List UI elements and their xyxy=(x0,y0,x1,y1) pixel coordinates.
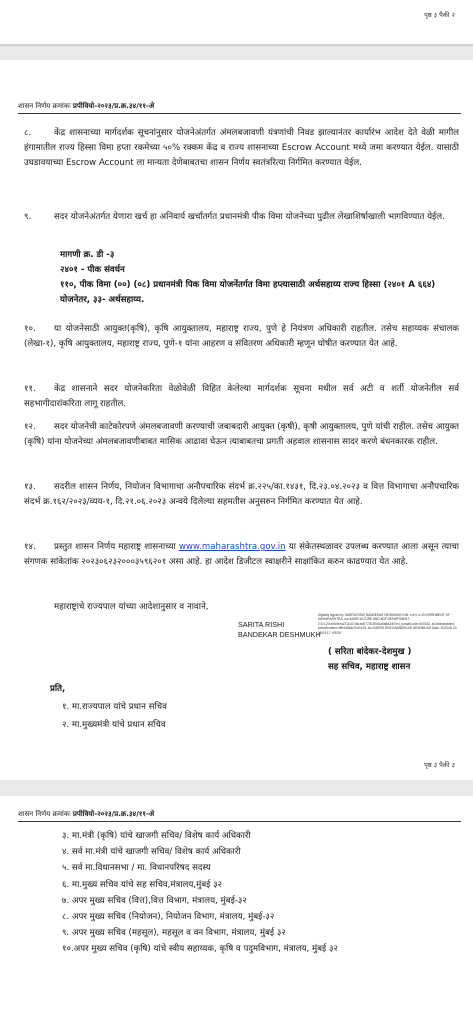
paragraph-text: सदर योजनेची काटेकोरपणे अंमलबजावणी करण्याची जबाबदारी आयुक्त (कृषी), कृषी आयुक्तालय, पुणे यांची राहील. तसेच आयुक्त (कृषि) यांना योजनेच्या अंमलबजावणीबाबत मासिक आढावा घेऊन त्याबाबतचा प्रगती अहवाल शासनास सादर करणे बंधनकारक राहील. xyxy=(24,422,459,447)
copy-item: ९. अपर मुख्य सचिव (महसूल), महसूल व वन विभाग, मंत्रालय, मुंबई ३२ xyxy=(62,928,286,939)
copies-list xyxy=(62,828,338,958)
document-page xyxy=(0,796,473,1024)
copy-item: २. मा.मुख्यमंत्री यांचे प्रधान सचिव xyxy=(62,720,166,730)
header-prefix: शासन निर्णय क्रमांकः xyxy=(18,102,71,110)
paragraph-text: सदर योजनेअंतर्गत येणारा खर्च हा अनिवार्य खर्चांतर्गत प्रधानमंत्री पीक विमा योजनेच्या पुढील लेखाशिर्षाखाली भागविण्यात येईल. xyxy=(54,212,445,222)
demand-head: २४०१ - पीक संवर्धन xyxy=(60,265,125,275)
digital-signature-note: Digitally signed by SARITA RISHI BANDEKAR DESHMUKH DN: c=IN, o=GOVERNMENT OF MAHARASHTRA, ou=AGRICULTURE AND ADF DEPARTMENT, 2.5.4.20=b6c9efa2711c07d4cbd0777b2f0d1a0a8d34b7e4, postalCode=400032, st=Maharashtra, serialNumber=9fb4d9a6c7b31e7d, cn=SARITA RISHI BANDEKAR DESHMUKH Date: 2023.06.23 18:03:17 +05'30' xyxy=(318,613,457,635)
page-number: पृष्ठ ३ पैकी ३ xyxy=(424,761,455,769)
header-code: प्रपीवियो-२०२३/प्र.क्र.३४/११-अे xyxy=(72,102,155,110)
copy-item: १०.अपर मुख्य सचिव (कृषि) यांचे स्वीय सहाय्यक, कृषि व पदुमविभाग, मंत्रालय, मुंबई ३२ xyxy=(62,944,338,955)
copy-item: १. मा.राज्यपाल यांचे प्रधान सचिव xyxy=(62,702,167,712)
page-number: पृष्ठ ३ पैकी २ xyxy=(424,11,455,19)
signer-line-1: SARITA RISHI xyxy=(238,620,285,629)
copy-item: ६. मा.मुख्य सचिव यांचे सह सचिव,मंत्रालय,मुंबई ३२ xyxy=(62,879,223,890)
copy-item: ४. सर्व मा.मंत्री यांचे खाजगी सचिव/ विशेष कार्य अधिकारी xyxy=(62,847,241,858)
paragraph-text: केंद्र शासनाच्या मार्गदर्शक सूचनांनुसार योजनेअंतर्गत अंमलबजावणी यंत्रणांची निवड झाल्यानंतर कार्यारंभ आदेश देते वेळी मागील हंगामातील राज्य हिस्सा विमा हप्ता रकमेच्या ५०% रक्कम केंद्र व राज्य शासनाच्या Escrow Account मध्ये जमा करण्यात येईल. यासाठी उघडावयाच्या Escrow Account ला मान्यता देणेबाबतचा शासन निर्णय स्वतंत्ररित्या निर्गमित करण्यात येईल. xyxy=(24,128,459,168)
paragraph-14 xyxy=(24,540,459,570)
signer-name-latin xyxy=(238,620,321,640)
paragraph-text: या योजनेसाठी आयुक्त(कृषि), कृषि आयुक्तालय, महाराष्ट्र राज्य, पुणे हे नियंत्रण अधिकारी राहतील. तसेच सहाय्यक संचालक (लेखा-१), कृषि आयुक्तालय, महाराष्ट्र राज्य, पुणे-१ यांना आहरण व संवितरण अधिकारी म्हणून घोषीत करण्यात येत आहे. xyxy=(24,324,459,349)
header-code: प्रपीवियो-२०२३/प्र.क्र.३४/११-अे xyxy=(72,810,155,818)
paragraph-number: १४. xyxy=(24,542,36,552)
demand-number: मागणी क्र. डी -३ xyxy=(60,250,115,260)
paragraph-text-cont: या संकेतस्थळावर उपलब्ध करण्यात आला असून त्याचा संगणक सांकेतांक २०२३०६२३२०००३५९६२०१ असा आहे. हा आदेश डिजीटल स्वाक्षरीने साक्षांकित करुन काढण्यात येत आहे. xyxy=(24,542,459,567)
paragraph-12 xyxy=(24,420,459,450)
demand-detail: ११०, पीक विमा (००) (०८) प्रधानमंत्री पिक विमा योजनेंतर्गत विमा हप्त्यासाठी अर्थसहाय्य राज्य हिस्सा (२४०१ A ६६४) योजनेतर, ३३- अर्थसहाय्य. xyxy=(60,280,436,305)
copies-heading: प्रति, xyxy=(50,684,66,694)
website-link[interactable]: www.maharashtra.gov.in xyxy=(178,542,286,552)
paragraph-text: प्रस्तुत शासन निर्णय महाराष्ट्र शासनाच्या xyxy=(54,542,176,552)
demand-block xyxy=(60,248,453,308)
copy-item: ८. अपर मुख्य सचिव (नियोजन), नियोजन विभाग, मंत्रालय, मुंबई-३२ xyxy=(62,912,275,923)
header-prefix: शासन निर्णय क्रमांकः xyxy=(18,810,71,818)
signer-line-2: BANDEKAR DESHMUKH xyxy=(238,630,321,639)
closing-line: महाराष्ट्राचे राज्यपाल यांच्या आदेशानुसार व नावाने, xyxy=(54,602,209,612)
paragraph-text: सदरील शासन निर्णय, नियोजन विभागाचा अनौपचारिक संदर्भ क्र.२२५/का.१४३१, दि.२३.०४.२०२३ व वित्त विभागाचा अनौपचारिक संदर्भ क्र.१६२/२०२३/व्यय-१, दि.२१.०६.२०२३ अन्वये दिलेल्या सहमतीस अनुसरुन निर्गमित करण्यात येत आहे. xyxy=(24,482,459,507)
paragraph-11 xyxy=(24,382,459,412)
copy-item: ३. मा.मंत्री (कृषि) यांचे खाजगी सचिव/ विशेष कार्य अधिकारी xyxy=(62,831,251,841)
paragraph-number: ११. xyxy=(24,384,36,394)
page-header xyxy=(18,810,461,822)
paragraph-number: ८. xyxy=(24,128,32,138)
paragraph-9 xyxy=(24,210,459,225)
copy-item: ५. सर्व मा.विधानसभा / मा. विधानपरिषद सदस्य xyxy=(62,863,211,874)
signer-designation: सह सचिव, महाराष्ट्र शासन xyxy=(328,662,411,672)
paragraph-10 xyxy=(24,322,459,352)
paragraph-text: केंद्र शासनाने सदर योजनेकरिता वेळोवेळी विहित केलेल्या मार्गदर्शक सूचना मधील सर्व अटी व शर्ती योजनेतील सर्व सहभागीदारांकरिता लागू राहतील. xyxy=(24,384,459,409)
paragraph-number: १०. xyxy=(24,324,36,334)
copy-item: ७. अपर मुख्य सचिव (वित्त),वित्त विभाग, मंत्रालय, मुंबई-३२ xyxy=(62,895,247,906)
document-page xyxy=(0,60,473,780)
page-header xyxy=(18,102,461,114)
paragraph-number: १३. xyxy=(24,482,36,492)
page-fragment-top xyxy=(0,0,473,46)
paragraph-8 xyxy=(24,126,459,171)
paragraph-number: ९. xyxy=(24,212,32,222)
paragraph-13 xyxy=(24,480,459,510)
signer-name: ( सरिता बांदेकर-देशमुख ) xyxy=(328,647,412,657)
paragraph-number: १२. xyxy=(24,422,36,432)
